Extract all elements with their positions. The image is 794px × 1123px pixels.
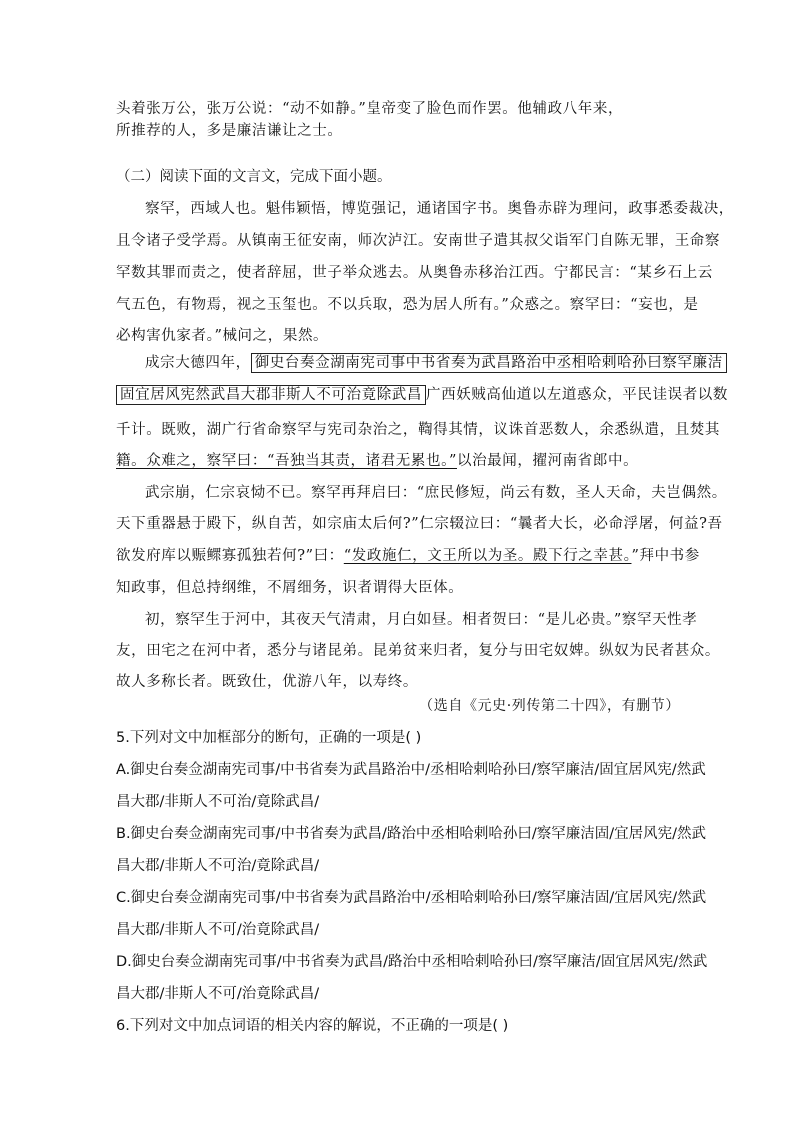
option-a-line-1: A.御史台奏佥湖南宪司事/中书省奏为武昌路治中/丞相哈剌哈孙曰/察罕廉洁/固宜居风宪/然武 — [116, 762, 706, 778]
passage-line — [116, 546, 700, 566]
passage-text: 以治最闻，擢河南省郎中。 — [456, 453, 639, 469]
option-c-line-2: 昌大郡/非斯人不可/治竟除武昌/ — [116, 922, 320, 938]
question-6: 6.下列对文中加点词语的相关内容的解说，不正确的一项是( ) — [116, 1018, 509, 1034]
passage-line — [116, 451, 638, 471]
passage-text: ”拜中书参 — [631, 548, 700, 564]
passage-lead: 成宗大德四年， — [145, 355, 251, 371]
top-line-1: 头着张万公，张万公说：“动不如静。”皇帝变了脸色而作罢。他辅政八年来， — [116, 101, 624, 117]
passage-line: 知政事，但总持纲维，不屑细务，识者谓得大臣体。 — [116, 580, 464, 596]
option-b-line-2: 昌大郡/非斯人不可治/竟除武昌/ — [116, 858, 320, 874]
passage-line: 必构害仇家者。”械问之，果然。 — [116, 328, 329, 344]
passage-line: 气五色，有物焉，视之玉玺也。不以兵取，恐为居人所有。”众惑之。察罕曰：“妄也，是 — [116, 297, 699, 313]
boxed-passage-b: 固宜居风宪然武昌大郡非斯人不可治竟除武昌 — [116, 385, 426, 405]
question-5: 5.下列对文中加框部分的断句，正确的一项是( ) — [116, 730, 422, 746]
boxed-passage-a: 御史台奏佥湖南宪司事中书省奏为武昌路治中丞相哈剌哈孙曰察罕廉洁 — [251, 353, 727, 373]
passage-line: 罕数其罪而责之，使者辞屈，世子举众逃去。从奥鲁赤移治江西。宁都民言：“某乡石上云 — [116, 265, 713, 281]
top-line-2: 所推荐的人，多是廉洁谦让之士。 — [116, 123, 343, 139]
underlined-sentence-2: “发政施仁，文王所以为圣。殿下行之幸甚。 — [343, 548, 632, 564]
passage-line — [116, 385, 728, 405]
passage-text: 广西妖贼高仙道以左道惑众，平民诖误者以数 — [426, 387, 728, 403]
passage-line — [145, 353, 727, 373]
option-d-line-1: D.御史台奏佥湖南宪司事/中书省奏为武昌/路治中丞相哈剌哈孙曰/察罕廉洁/固宜居风宪/然武 — [116, 954, 708, 970]
option-c-line-1: C.御史台奏佥湖南宪司事/中书省奏为武昌路治中/丞相哈剌哈孙曰/察罕廉洁固/宜居风宪/然武 — [116, 890, 707, 906]
passage-line: 初，察罕生于河中，其夜天气清肃，月白如昼。相者贺曰：“是儿必贵。”察罕天性孝 — [145, 612, 698, 628]
passage-line: 且令诸子受学焉。从镇南王征安南，师次泸江。安南世子遣其叔父诣军门自陈无罪，王命察 — [116, 233, 720, 249]
passage-line: 千计。既败，湖广行省命察罕与宪司杂治之，鞫得其情，议诛首恶数人，余悉纵遣，且焚其 — [116, 422, 720, 438]
underlined-sentence-1: 籍。众难之，察罕曰：“吾独当其责，诸君无累也。” — [116, 453, 457, 469]
option-d-line-2: 昌大郡/非斯人不可/治竟除武昌/ — [116, 986, 320, 1002]
option-a-line-2: 昌大郡/非斯人不可治/竟除武昌/ — [116, 794, 320, 810]
passage-line: 武宗崩，仁宗哀恸不已。察罕再拜启曰：“庶民修短，尚云有数，圣人天命，夫岂偶然。 — [145, 485, 727, 501]
passage-line: 察罕，西域人也。魁伟颖悟，博览强记，通诸国字书。奥鲁赤辟为理问，政事悉委裁决， — [145, 201, 734, 217]
passage-line: 天下重器悬于殿下，纵自苦，如宗庙太后何?”仁宗辍泣曰：“曩者大长，必命浮屠，何益?吾 — [116, 516, 723, 532]
passage-line: 故人多称长者。既致仕，优游八年，以寿终。 — [116, 674, 418, 690]
passage-text: 欲发府库以赈鳏寡孤独若何?”曰： — [116, 548, 344, 564]
section-heading: （二）阅读下面的文言文，完成下面小题。 — [116, 169, 392, 185]
passage-source: （选自《元史·列传第二十四》，有删节） — [419, 698, 680, 714]
option-b-line-1: B.御史台奏佥湖南宪司事/中书省奏为武昌/路治中丞相哈剌哈孙曰/察罕廉洁固/宜居风宪/然武 — [116, 826, 706, 842]
passage-line: 友，田宅之在河中者，悉分与诸昆弟。昆弟贫来归者，复分与田宅奴婢。纵奴为民者甚众。 — [116, 643, 720, 659]
